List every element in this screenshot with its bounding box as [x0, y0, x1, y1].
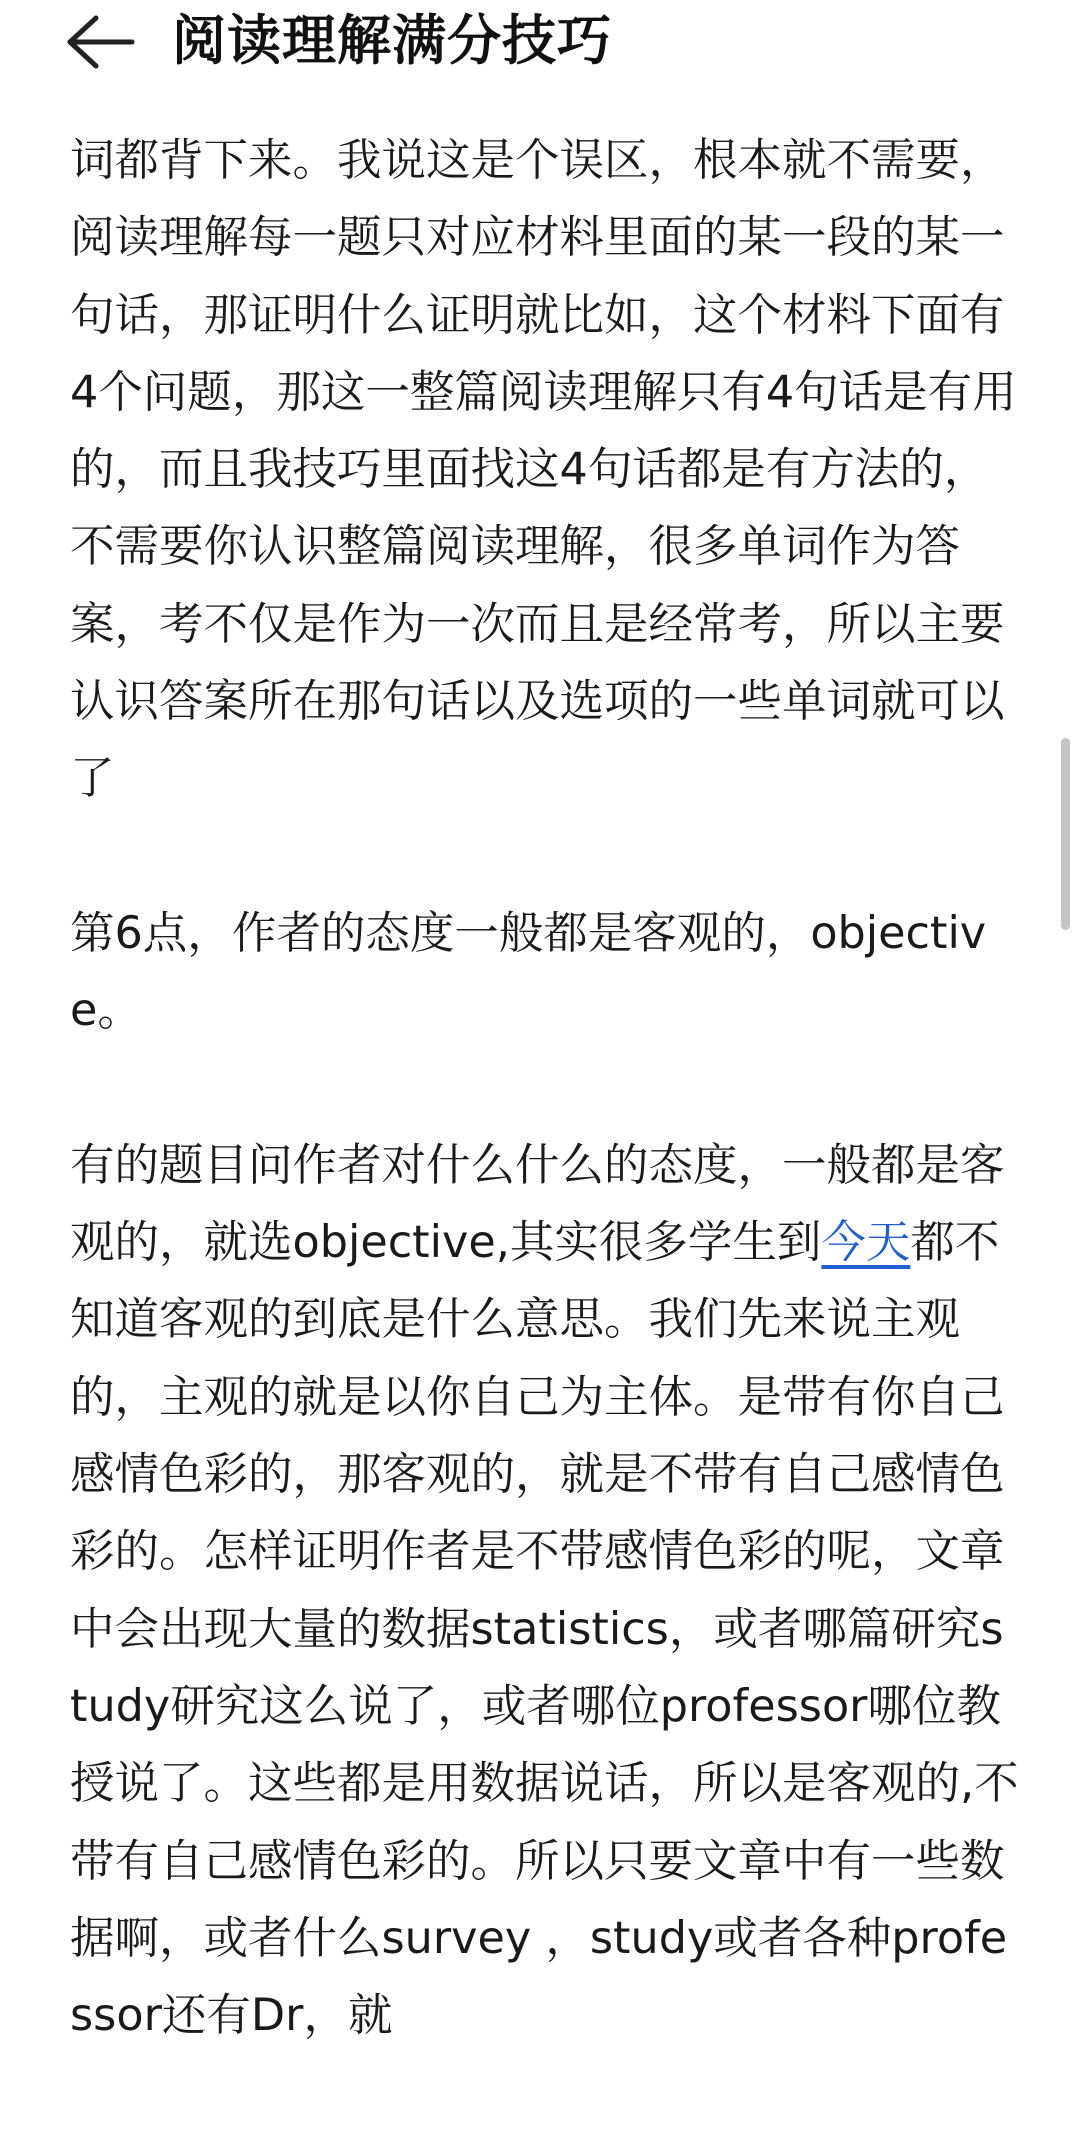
page-title: 阅读理解满分技巧	[172, 9, 612, 72]
today-link[interactable]: 今天	[821, 1217, 911, 1269]
article-paragraph-2: 第6点，作者的态度一般都是客观的，objective。	[70, 907, 987, 1037]
arrow-left-icon	[60, 4, 144, 80]
article-paragraph-1: 词都背下来。我说这是个误区，根本就不需要，阅读理解每一题只对应材料里面的某一段的某一句话，那证明什么证明就比如，这个材料下面有4个问题，那这一整篇阅读理解只有4句话是有用的，而且我技巧里面找这4句话都是有方法的，不需要你认识整篇阅读理解，很多单词作为答案，考不仅是作为一次而且是经常考，所以主要认识答案所在那句话以及选项的一些单词就可以了	[70, 135, 1017, 805]
article-body	[70, 122, 1020, 2132]
back-button[interactable]	[60, 4, 144, 80]
scrollbar-thumb[interactable]	[1061, 738, 1070, 930]
article-paragraph-3	[70, 1127, 1020, 2055]
paragraph-text: 有的题目问作者对什么什么的态度，一般都是客观的，就选objective,其实很多学生到	[70, 1139, 1005, 1269]
paragraph-text: 都不知道客观的到底是什么意思。我们先来说主观的，主观的就是以你自己为主体。是带有你自己感情色彩的，那客观的，就是不带有自己感情色彩的。怎样证明作者是不带感情色彩的呢，文章中会出现大量的数据statistics，或者哪篇研究study研究这么说了，或者哪位professor哪位教授说了。这些都是用数据说话，所以是客观的,不带有自己感情色彩的。所以只要文章中有一些数据啊，或者什么survey ，study或者各种professor还有Dr，就	[70, 1217, 1019, 2042]
top-bar	[0, 0, 1080, 90]
